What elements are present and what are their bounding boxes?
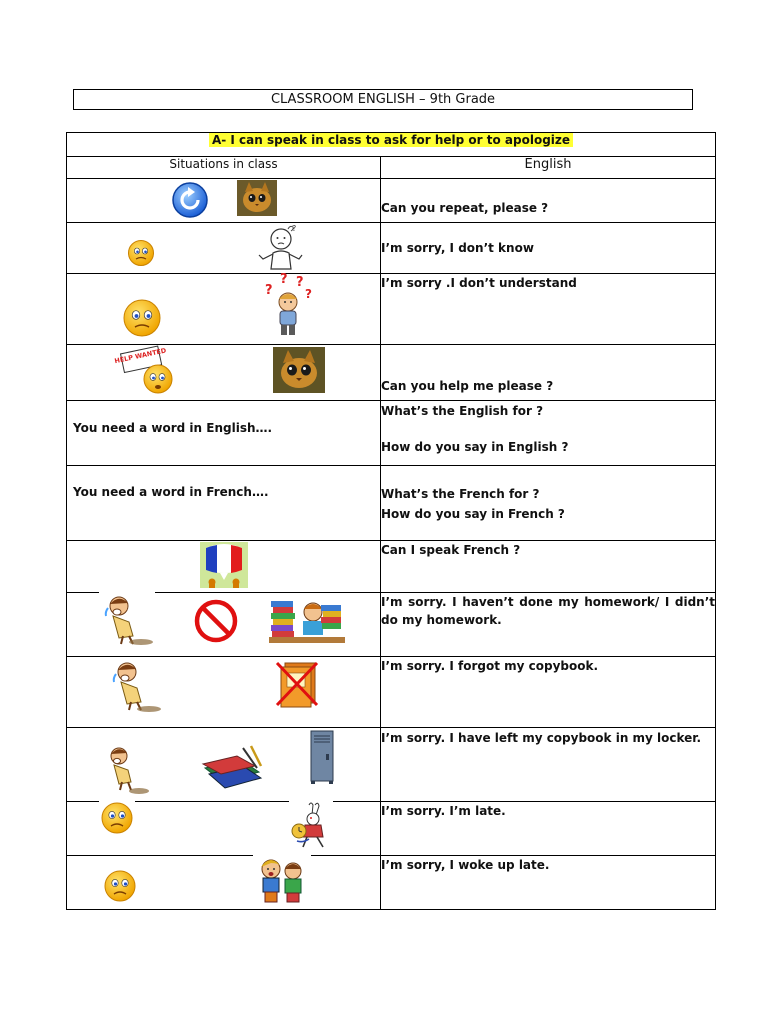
table-row [67,345,716,401]
english-phrase: I’m sorry. I have left my copybook in my locker. [381,731,702,745]
table-row [67,223,716,274]
situation-cell [67,274,381,345]
sad-smiley-icon [103,869,137,903]
situation-cell [67,802,381,856]
section-header-row [67,133,716,157]
crossed-out-copybook-icon [273,659,321,709]
locker-icon [309,730,335,784]
english-phrase: I’m sorry, I woke up late. [381,858,550,872]
table-row [67,541,716,593]
column-header-row [67,157,716,179]
english-cell [381,466,716,541]
english-cell [381,593,716,657]
table-row [67,401,716,466]
situation-cell [67,856,381,910]
english-phrase: Can you repeat, please ? [381,201,549,215]
situation-cell [67,593,381,657]
table-row [67,802,716,856]
svg-text:?: ? [265,283,273,298]
situation-cell [67,728,381,802]
table-row [67,274,716,345]
late-kids-icon [253,855,311,905]
situation-cell [67,541,381,593]
english-cell [381,802,716,856]
situation-cell [67,401,381,466]
english-phrase: How do you say in English ? [381,440,569,454]
english-cell [381,657,716,728]
section-heading: A- I can speak in class to ask for help or to apologize [209,133,573,147]
classroom-english-table [66,132,716,910]
sad-smiley-icon [99,801,135,835]
prohibition-sign-icon [193,598,239,644]
svg-text:?: ? [296,275,304,290]
situation-text: You need a word in English…. [73,421,273,435]
school-supplies-icon [201,744,269,792]
crying-boy-icon [103,746,151,796]
white-rabbit-clock-icon [289,801,333,849]
french-flag-speech-icon [200,542,248,588]
english-phrase: I’m sorry. I haven’t done my homework/ I didn’t do my homework. [381,595,715,627]
situation-text: You need a word in French…. [73,485,269,499]
english-phrase: What’s the English for ? [381,404,544,418]
svg-text:?: ? [292,224,297,233]
english-cell [381,274,716,345]
crying-boy-icon [99,592,155,646]
english-phrase: What’s the French for ? [381,487,540,501]
situation-cell [67,345,381,401]
student-with-books-icon [269,595,345,645]
english-cell [381,223,716,274]
table-row [67,728,716,802]
english-phrase: How do you say in French ? [381,507,565,521]
english-phrase: Can you help me please ? [381,379,554,393]
puss-in-boots-icon [237,180,277,216]
english-phrase: I’m sorry, I don’t know [381,241,534,255]
english-cell [381,345,716,401]
situation-cell [67,657,381,728]
help-wanted-sign-text: HELP WANTED [113,346,167,366]
sad-smiley-icon [122,298,162,338]
sad-smiley-icon [127,239,155,267]
column-header-english: English [381,157,716,179]
english-phrase: I’m sorry. I forgot my copybook. [381,659,599,673]
english-cell [381,541,716,593]
svg-text:?: ? [280,272,288,287]
crying-boy-icon [107,660,163,714]
english-cell [381,179,716,223]
table-row [67,466,716,541]
situation-cell [67,223,381,274]
puss-in-boots-icon [273,347,325,393]
situation-cell [67,179,381,223]
document-title: CLASSROOM ENGLISH – 9th Grade [73,89,693,110]
english-cell [381,728,716,802]
english-phrase: I’m sorry .I don’t understand [381,276,577,290]
table-row [67,179,716,223]
svg-text:?: ? [305,287,312,301]
english-cell [381,856,716,910]
table-row [67,657,716,728]
situation-cell [67,466,381,541]
shrugging-person-icon [257,223,303,271]
table-row [67,856,716,910]
english-phrase: Can I speak French ? [381,543,521,557]
english-phrase: I’m sorry. I’m late. [381,804,506,818]
help-wanted-smiley-icon [113,346,176,395]
english-cell [381,401,716,466]
confused-boy-icon [263,274,313,338]
repeat-arrow-icon [171,181,209,219]
table-row [67,593,716,657]
column-header-situations: Situations in class [67,157,381,179]
